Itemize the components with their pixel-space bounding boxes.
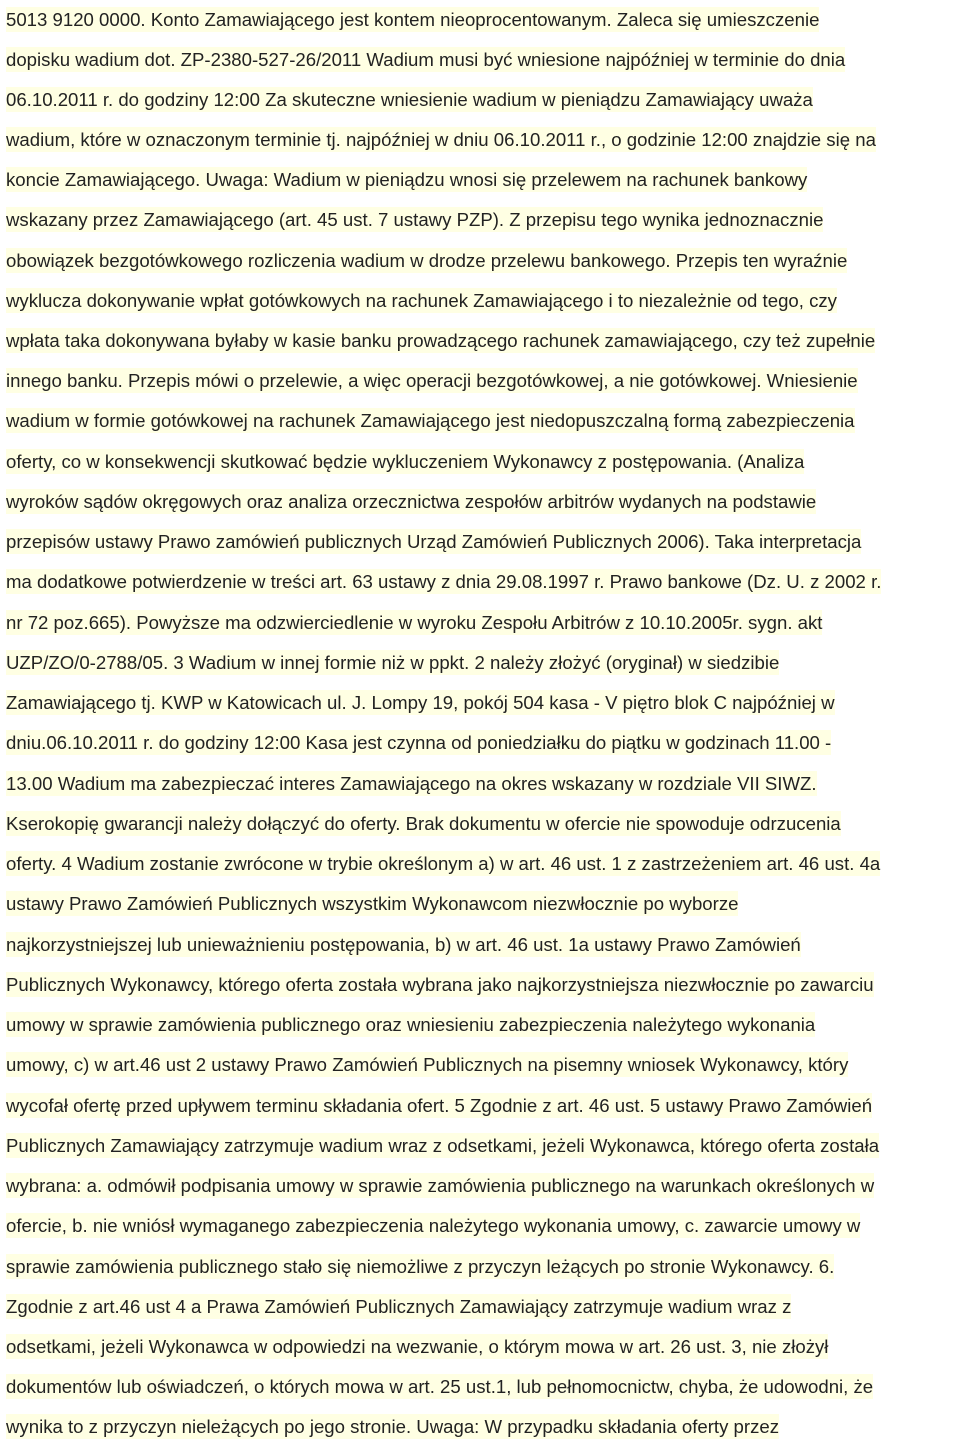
text-line xyxy=(6,1291,791,1323)
text-line-content: UZP/ZO/0-2788/05. 3 Wadium w innej formie niż w ppkt. 2 należy złożyć (oryginał) w siedzibie xyxy=(6,652,780,673)
text-line xyxy=(6,929,801,961)
text-line xyxy=(6,888,738,920)
text-line xyxy=(6,84,813,116)
text-line xyxy=(6,1090,872,1122)
text-line xyxy=(6,365,858,397)
text-line xyxy=(6,1049,848,1081)
text-line-content: sprawie zamówienia publicznego stało się niemożliwe z przyczyn leżących po stronie Wykonawcy. 6. xyxy=(6,1256,835,1277)
text-line xyxy=(6,1009,815,1041)
text-line-content: przepisów ustawy Prawo zamówień publicznych Urząd Zamówień Publicznych 2006). Taka interpretacja xyxy=(6,531,862,552)
text-line xyxy=(6,1130,879,1162)
text-line-content: wyklucza dokonywanie wpłat gotówkowych na rachunek Zamawiającego i to niezależnie od tego, czy xyxy=(6,290,837,311)
text-line-content: koncie Zamawiającego. Uwaga: Wadium w pieniądzu wnosi się przelewem na rachunek bankowy xyxy=(6,169,808,190)
text-line xyxy=(6,1210,860,1242)
text-line xyxy=(6,808,841,840)
text-line-content: 13.00 Wadium ma zabezpieczać interes Zamawiającego na okres wskazany w rozdziale VII SIWZ. xyxy=(6,773,817,794)
text-line-content: ofercie, b. nie wniósł wymaganego zabezpieczenia należytego wykonania umowy, c. zawarcie umowy w xyxy=(6,1215,861,1236)
text-line xyxy=(6,245,847,277)
text-line-content: Publicznych Wykonawcy, którego oferta została wybrana jako najkorzystniejsza niezwłocznie po zawarciu xyxy=(6,974,874,995)
text-line xyxy=(6,4,819,36)
text-line-content: Publicznych Zamawiający zatrzymuje wadium wraz z odsetkami, jeżeli Wykonawca, którego oferta została xyxy=(6,1135,880,1156)
text-line xyxy=(6,768,817,800)
text-line-content: dopisku wadium dot. ZP-2380-527-26/2011 Wadium musi być wniesione najpóźniej w terminie do dnia xyxy=(6,49,846,70)
text-line-content: 06.10.2011 r. do godziny 12:00 Za skuteczne wniesienie wadium w pieniądzu Zamawiający uważa xyxy=(6,89,813,110)
text-line xyxy=(6,124,876,156)
text-line-content: 5013 9120 0000. Konto Zamawiającego jest kontem nieoprocentowanym. Zaleca się umieszczenie xyxy=(6,9,820,30)
text-line-content: oferty, co w konsekwencji skutkować będzie wykluczeniem Wykonawcy z postępowania. (Analiza xyxy=(6,451,805,472)
text-line-content: wyroków sądów okręgowych oraz analiza orzecznictwa zespołów arbitrów wydanych na podstawie xyxy=(6,491,817,512)
text-line-content: wadium, które w oznaczonym terminie tj. najpóźniej w dniu 06.10.2011 r., o godzinie 12:00 znajdzie się na xyxy=(6,129,876,150)
text-line xyxy=(6,44,845,76)
text-line-content: nr 72 poz.665). Powyższe ma odzwierciedlenie w wyroku Zespołu Arbitrów z 10.10.2005r. sygn. akt xyxy=(6,612,823,633)
text-line-content: Kserokopię gwarancji należy dołączyć do oferty. Brak dokumentu w ofercie nie spowoduje odrzucenia xyxy=(6,813,841,834)
text-line xyxy=(6,848,880,880)
text-line xyxy=(6,285,837,317)
text-line-content: obowiązek bezgotówkowego rozliczenia wadium w drodze przelewu bankowego. Przepis ten wyraźnie xyxy=(6,250,848,271)
text-line xyxy=(6,1251,834,1283)
text-line-content: innego banku. Przepis mówi o przelewie, a więc operacji bezgotówkowej, a nie gotówkowej. Wniesienie xyxy=(6,370,858,391)
text-line-content: odsetkami, jeżeli Wykonawca w odpowiedzi na wezwanie, o którym mowa w art. 26 ust. 3, nie złożył xyxy=(6,1336,829,1357)
text-line-content: wadium w formie gotówkowej na rachunek Zamawiającego jest niedopuszczalną formą zabezpieczenia xyxy=(6,410,855,431)
text-line xyxy=(6,1170,874,1202)
text-line-content: ma dodatkowe potwierdzenie w treści art. 63 ustawy z dnia 29.08.1997 r. Prawo bankowe (Dz. U. z 2002 r. xyxy=(6,571,882,592)
text-line xyxy=(6,607,822,639)
text-line xyxy=(6,164,807,196)
text-line xyxy=(6,446,804,478)
text-line xyxy=(6,486,816,518)
text-line xyxy=(6,647,779,679)
text-line xyxy=(6,727,831,759)
text-line-content: dniu.06.10.2011 r. do godziny 12:00 Kasa jest czynna od poniedziałku do piątku w godzinach 11.00 - xyxy=(6,732,832,753)
text-line-content: wycofał ofertę przed upływem terminu składania ofert. 5 Zgodnie z art. 46 ust. 5 ustawy Prawo Zamówień xyxy=(6,1095,873,1116)
text-line xyxy=(6,325,875,357)
text-line xyxy=(6,566,881,598)
text-line-content: umowy w sprawie zamówienia publicznego oraz wniesieniu zabezpieczenia należytego wykonania xyxy=(6,1014,816,1035)
text-line-content: Zgodnie z art.46 ust 4 a Prawa Zamówień Publicznych Zamawiający zatrzymuje wadium wraz z xyxy=(6,1296,792,1317)
text-line xyxy=(6,526,861,558)
text-line xyxy=(6,405,855,437)
text-line xyxy=(6,969,874,1001)
text-line xyxy=(6,1411,779,1443)
text-line-content: ustawy Prawo Zamówień Publicznych wszystkim Wykonawcom niezwłocznie po wyborze xyxy=(6,893,739,914)
text-line xyxy=(6,1371,873,1403)
text-line-content: najkorzystniejszej lub unieważnieniu postępowania, b) w art. 46 ust. 1a ustawy Prawo Zamówień xyxy=(6,934,801,955)
text-line-content: wynika to z przyczyn nieleżących po jego stronie. Uwaga: W przypadku składania oferty przez xyxy=(6,1416,780,1437)
text-line xyxy=(6,1331,828,1363)
text-line-content: wybrana: a. odmówił podpisania umowy w sprawie zamówienia publicznego na warunkach określonych w xyxy=(6,1175,875,1196)
text-line xyxy=(6,687,835,719)
text-line-content: Zamawiającego tj. KWP w Katowicach ul. J. Lompy 19, pokój 504 kasa - V piętro blok C najpóźniej w xyxy=(6,692,835,713)
text-line-content: oferty. 4 Wadium zostanie zwrócone w trybie określonym a) w art. 46 ust. 1 z zastrzeżeniem art. 46 ust. 4a xyxy=(6,853,881,874)
text-line-content: dokumentów lub oświadczeń, o których mowa w art. 25 ust.1, lub pełnomocnictw, chyba, że udowodni, że xyxy=(6,1376,874,1397)
text-line xyxy=(6,204,823,236)
text-line-content: wskazany przez Zamawiającego (art. 45 ust. 7 ustawy PZP). Z przepisu tego wynika jednoznacznie xyxy=(6,209,824,230)
text-line-content: wpłata taka dokonywana byłaby w kasie banku prowadzącego rachunek zamawiającego, czy też zupełnie xyxy=(6,330,876,351)
text-line-content: umowy, c) w art.46 ust 2 ustawy Prawo Zamówień Publicznych na pisemny wniosek Wykonawcy, który xyxy=(6,1054,849,1075)
